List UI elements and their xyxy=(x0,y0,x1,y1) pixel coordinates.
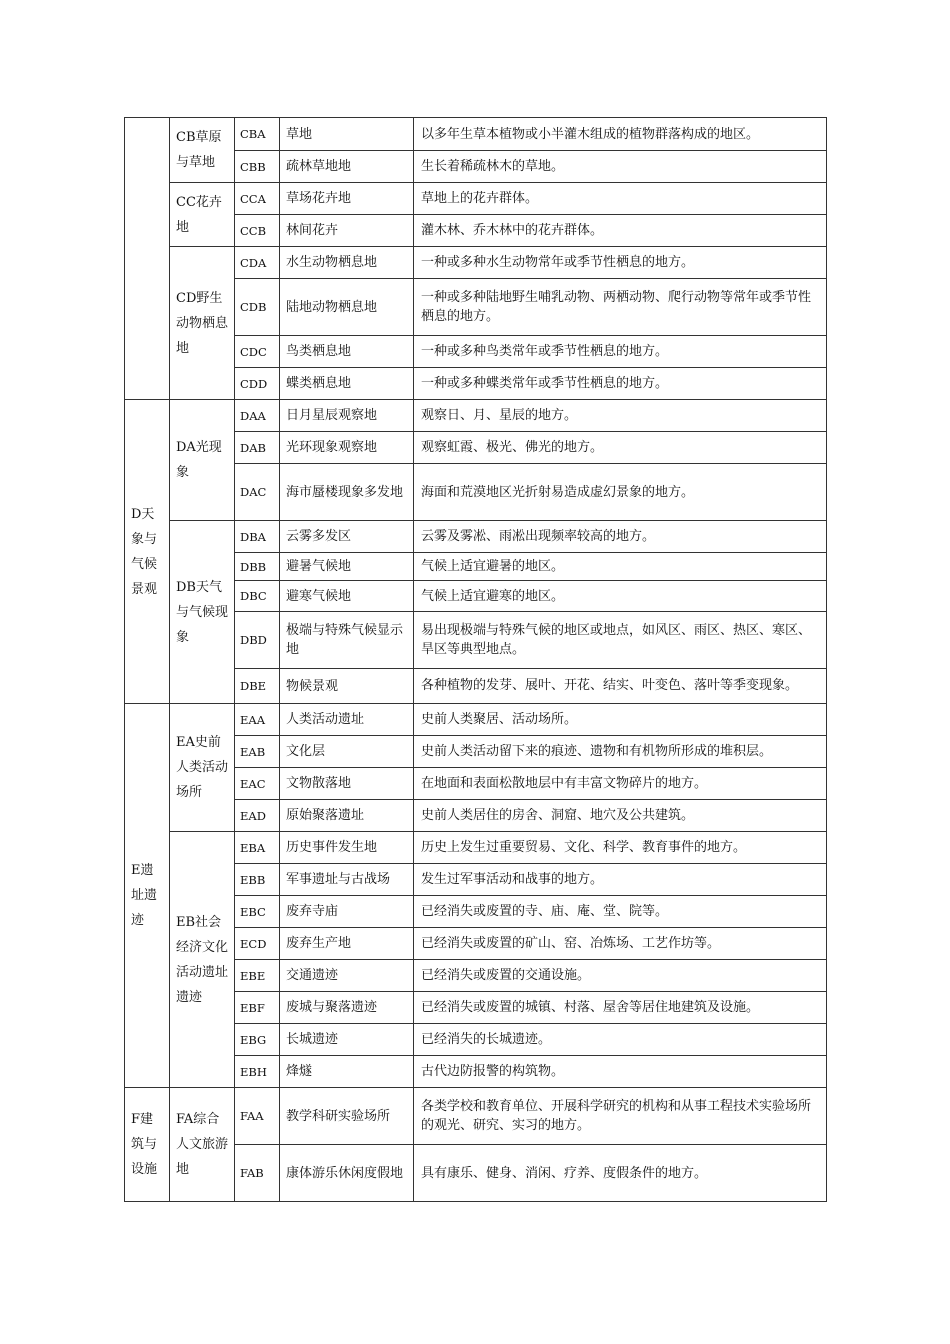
category-cell: D天象与气候景观 xyxy=(125,400,170,704)
desc-cell: 史前人类居住的房舍、洞窟、地穴及公共建筑。 xyxy=(414,800,827,832)
desc-cell: 生长着稀疏林木的草地。 xyxy=(414,151,827,183)
table-row xyxy=(125,521,827,553)
name-cell: 光环现象观察地 xyxy=(280,432,414,464)
desc-cell: 以多年生草本植物或小半灌木组成的植物群落构成的地区。 xyxy=(414,118,827,151)
code-cell: DAC xyxy=(235,464,280,521)
subcategory-cell: FA综合人文旅游地 xyxy=(170,1088,235,1202)
code-cell: CDA xyxy=(235,247,280,279)
code-cell: CCA xyxy=(235,183,280,215)
desc-cell: 各种植物的发芽、展叶、开花、结实、叶变色、落叶等季变现象。 xyxy=(414,669,827,704)
desc-cell: 已经消失或废置的交通设施。 xyxy=(414,960,827,992)
desc-cell: 灌木林、乔木林中的花卉群体。 xyxy=(414,215,827,247)
name-cell: 废城与聚落遗迹 xyxy=(280,992,414,1024)
name-cell: 教学科研实验场所 xyxy=(280,1088,414,1145)
name-cell: 疏林草地地 xyxy=(280,151,414,183)
desc-cell: 发生过军事活动和战事的地方。 xyxy=(414,864,827,896)
name-cell: 草场花卉地 xyxy=(280,183,414,215)
category-c-cell xyxy=(125,118,170,400)
code-cell: DBD xyxy=(235,612,280,669)
name-cell: 林间花卉 xyxy=(280,215,414,247)
table-row xyxy=(125,400,827,432)
desc-cell: 一种或多种蝶类常年或季节性栖息的地方。 xyxy=(414,368,827,400)
table-row xyxy=(125,704,827,736)
desc-cell: 已经消失或废置的城镇、村落、屋舍等居住地建筑及设施。 xyxy=(414,992,827,1024)
desc-cell: 易出现极端与特殊气候的地区或地点，如风区、雨区、热区、寒区、旱区等典型地点。 xyxy=(414,612,827,669)
subcategory-cell: DB天气与气候现象 xyxy=(170,521,235,704)
name-cell: 文物散落地 xyxy=(280,768,414,800)
table-row xyxy=(125,247,827,279)
category-cell: F建筑与设施 xyxy=(125,1088,170,1202)
name-cell: 日月星辰观察地 xyxy=(280,400,414,432)
code-cell: DAB xyxy=(235,432,280,464)
name-cell: 草地 xyxy=(280,118,414,151)
desc-cell: 各类学校和教育单位、开展科学研究的机构和从事工程技术实验场所的观光、研究、实习的地方。 xyxy=(414,1088,827,1145)
subcategory-cell: DA光现象 xyxy=(170,400,235,521)
code-cell: EBG xyxy=(235,1024,280,1056)
name-cell: 避暑气候地 xyxy=(280,553,414,581)
code-cell: DBA xyxy=(235,521,280,553)
name-cell: 避寒气候地 xyxy=(280,581,414,612)
code-cell: DBB xyxy=(235,553,280,581)
desc-cell: 一种或多种水生动物常年或季节性栖息的地方。 xyxy=(414,247,827,279)
code-cell: ECD xyxy=(235,928,280,960)
desc-cell: 一种或多种鸟类常年或季节性栖息的地方。 xyxy=(414,336,827,368)
code-cell: FAA xyxy=(235,1088,280,1145)
code-cell: DAA xyxy=(235,400,280,432)
name-cell: 云雾多发区 xyxy=(280,521,414,553)
subcategory-cell: EA史前人类活动场所 xyxy=(170,704,235,832)
name-cell: 水生动物栖息地 xyxy=(280,247,414,279)
name-cell: 原始聚落遗址 xyxy=(280,800,414,832)
desc-cell: 海面和荒漠地区光折射易造成虚幻景象的地方。 xyxy=(414,464,827,521)
desc-cell: 气候上适宜避暑的地区。 xyxy=(414,553,827,581)
category-cell: E遗址遗迹 xyxy=(125,704,170,1088)
code-cell: EBA xyxy=(235,832,280,864)
desc-cell: 已经消失的长城遗迹。 xyxy=(414,1024,827,1056)
code-cell: DBE xyxy=(235,669,280,704)
table-row xyxy=(125,118,827,151)
desc-cell: 已经消失或废置的寺、庙、庵、堂、院等。 xyxy=(414,896,827,928)
code-cell: CDC xyxy=(235,336,280,368)
name-cell: 历史事件发生地 xyxy=(280,832,414,864)
subcategory-cell: EB社会经济文化活动遗址遗迹 xyxy=(170,832,235,1088)
code-cell: EAD xyxy=(235,800,280,832)
classification-table xyxy=(124,117,827,1202)
code-cell: EBF xyxy=(235,992,280,1024)
name-cell: 长城遗迹 xyxy=(280,1024,414,1056)
subcategory-cell: CC花卉地 xyxy=(170,183,235,247)
name-cell: 文化层 xyxy=(280,736,414,768)
code-cell: EBE xyxy=(235,960,280,992)
code-cell: CDB xyxy=(235,279,280,336)
code-cell: CDD xyxy=(235,368,280,400)
name-cell: 蝶类栖息地 xyxy=(280,368,414,400)
name-cell: 极端与特殊气候显示地 xyxy=(280,612,414,669)
desc-cell: 观察日、月、星辰的地方。 xyxy=(414,400,827,432)
desc-cell: 已经消失或废置的矿山、窑、冶炼场、工艺作坊等。 xyxy=(414,928,827,960)
desc-cell: 具有康乐、健身、消闲、疗养、度假条件的地方。 xyxy=(414,1145,827,1202)
code-cell: FAB xyxy=(235,1145,280,1202)
desc-cell: 云雾及雾凇、雨凇出现频率较高的地方。 xyxy=(414,521,827,553)
code-cell: CCB xyxy=(235,215,280,247)
table-row xyxy=(125,832,827,864)
name-cell: 鸟类栖息地 xyxy=(280,336,414,368)
name-cell: 废弃生产地 xyxy=(280,928,414,960)
desc-cell: 在地面和表面松散地层中有丰富文物碎片的地方。 xyxy=(414,768,827,800)
name-cell: 海市蜃楼现象多发地 xyxy=(280,464,414,521)
desc-cell: 历史上发生过重要贸易、文化、科学、教育事件的地方。 xyxy=(414,832,827,864)
name-cell: 物候景观 xyxy=(280,669,414,704)
code-cell: CBA xyxy=(235,118,280,151)
code-cell: EAA xyxy=(235,704,280,736)
code-cell: DBC xyxy=(235,581,280,612)
desc-cell: 气候上适宜避寒的地区。 xyxy=(414,581,827,612)
table-row xyxy=(125,1088,827,1145)
code-cell: CBB xyxy=(235,151,280,183)
desc-cell: 史前人类活动留下来的痕迹、遗物和有机物所形成的堆积层。 xyxy=(414,736,827,768)
subcategory-cell: CD野生动物栖息地 xyxy=(170,247,235,400)
desc-cell: 观察虹霞、极光、佛光的地方。 xyxy=(414,432,827,464)
subcategory-cell: CB草原与草地 xyxy=(170,118,235,183)
code-cell: EBC xyxy=(235,896,280,928)
name-cell: 陆地动物栖息地 xyxy=(280,279,414,336)
name-cell: 康体游乐休闲度假地 xyxy=(280,1145,414,1202)
desc-cell: 古代边防报警的构筑物。 xyxy=(414,1056,827,1088)
name-cell: 交通遗迹 xyxy=(280,960,414,992)
code-cell: EBB xyxy=(235,864,280,896)
desc-cell: 一种或多种陆地野生哺乳动物、两栖动物、爬行动物等常年或季节性栖息的地方。 xyxy=(414,279,827,336)
desc-cell: 史前人类聚居、活动场所。 xyxy=(414,704,827,736)
name-cell: 人类活动遗址 xyxy=(280,704,414,736)
code-cell: EAB xyxy=(235,736,280,768)
desc-cell: 草地上的花卉群体。 xyxy=(414,183,827,215)
name-cell: 烽燧 xyxy=(280,1056,414,1088)
code-cell: EAC xyxy=(235,768,280,800)
code-cell: EBH xyxy=(235,1056,280,1088)
name-cell: 废弃寺庙 xyxy=(280,896,414,928)
name-cell: 军事遗址与古战场 xyxy=(280,864,414,896)
table-row xyxy=(125,183,827,215)
